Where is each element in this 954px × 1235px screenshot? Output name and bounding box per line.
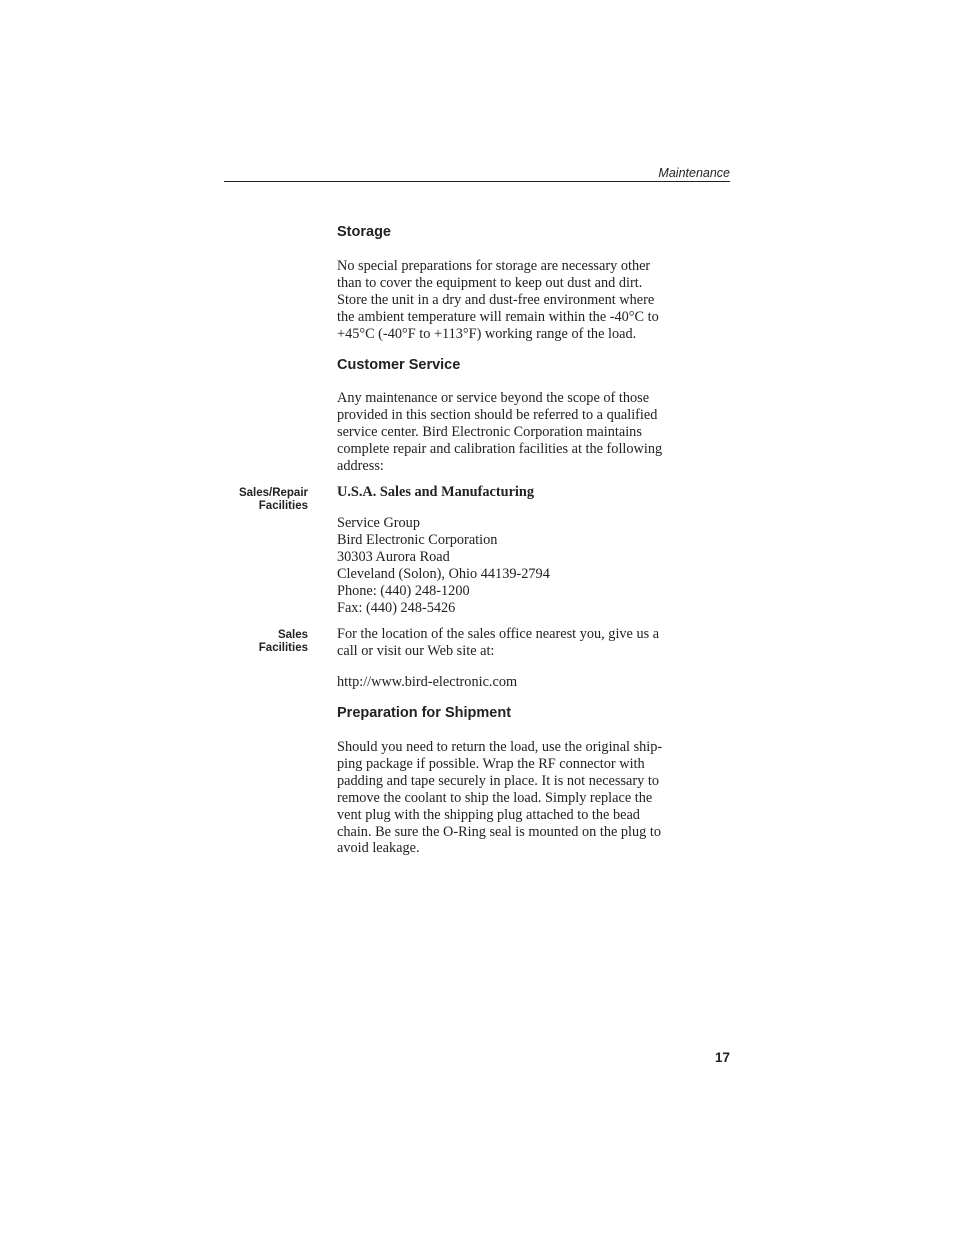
- sales-repair-margin-label: [198, 487, 308, 512]
- shipment-line: Should you need to return the load, use the original ship-: [337, 739, 663, 755]
- storage-heading: Storage: [337, 224, 391, 240]
- customer-service-line: complete repair and calibration facilities at the following: [337, 440, 663, 457]
- sales-paragraph: [337, 626, 729, 660]
- storage-line: No special preparations for storage are necessary other: [337, 258, 651, 274]
- header-rule: [224, 181, 730, 182]
- sales-line: call or visit our Web site at:: [337, 642, 495, 659]
- address-block: [337, 515, 729, 616]
- sales-line: For the location of the sales office nearest you, give us a: [337, 626, 660, 642]
- customer-service-line: provided in this section should be referred to a qualified: [337, 406, 658, 423]
- margin-label-line: Sales: [277, 629, 308, 641]
- page-number: 17: [714, 1050, 730, 1065]
- shipment-paragraph: [337, 739, 729, 857]
- customer-service-paragraph: [337, 390, 729, 475]
- shipment-line: vent plug with the shipping plug attached to the bead: [337, 806, 640, 823]
- phone-line: Phone: (440) 248-1200: [337, 582, 470, 599]
- shipment-line: chain. Be sure the O-Ring seal is mounted on the plug to: [337, 823, 662, 840]
- address-line: Service Group: [337, 515, 420, 531]
- customer-service-line: service center. Bird Electronic Corporation maintains: [337, 423, 642, 440]
- running-head: Maintenance: [658, 166, 730, 180]
- storage-line: Store the unit in a dry and dust-free environment where: [337, 291, 655, 308]
- margin-label-line: Sales/Repair: [238, 487, 308, 499]
- shipment-line: avoid leakage.: [337, 840, 420, 857]
- customer-service-heading: Customer Service: [337, 357, 461, 373]
- margin-label-line: Facilities: [258, 499, 308, 512]
- address-line: 30303 Aurora Road: [337, 548, 450, 565]
- website-url[interactable]: http://www.bird-electronic.com: [337, 674, 518, 690]
- storage-line: than to cover the equipment to keep out dust and dirt.: [337, 274, 643, 291]
- sales-margin-label: [198, 629, 308, 654]
- address-line: Cleveland (Solon), Ohio 44139-2794: [337, 565, 550, 582]
- shipment-heading: Preparation for Shipment: [337, 705, 512, 721]
- shipment-line: padding and tape securely in place. It is not necessary to: [337, 772, 659, 789]
- storage-line: +45°C (-40°F to +113°F) working range of the load.: [337, 325, 637, 342]
- storage-line: the ambient temperature will remain within the -40°C to: [337, 308, 659, 325]
- shipment-line: ping package if possible. Wrap the RF connector with: [337, 755, 645, 772]
- customer-service-line: Any maintenance or service beyond the scope of those: [337, 390, 650, 406]
- margin-label-line: Facilities: [258, 641, 308, 654]
- fax-line: Fax: (440) 248-5426: [337, 599, 456, 616]
- usa-sales-subheading: U.S.A. Sales and Manufacturing: [337, 484, 535, 500]
- customer-service-line: address:: [337, 457, 384, 474]
- address-line: Bird Electronic Corporation: [337, 531, 498, 548]
- storage-paragraph: [337, 258, 729, 343]
- shipment-line: remove the coolant to ship the load. Simply replace the: [337, 789, 653, 806]
